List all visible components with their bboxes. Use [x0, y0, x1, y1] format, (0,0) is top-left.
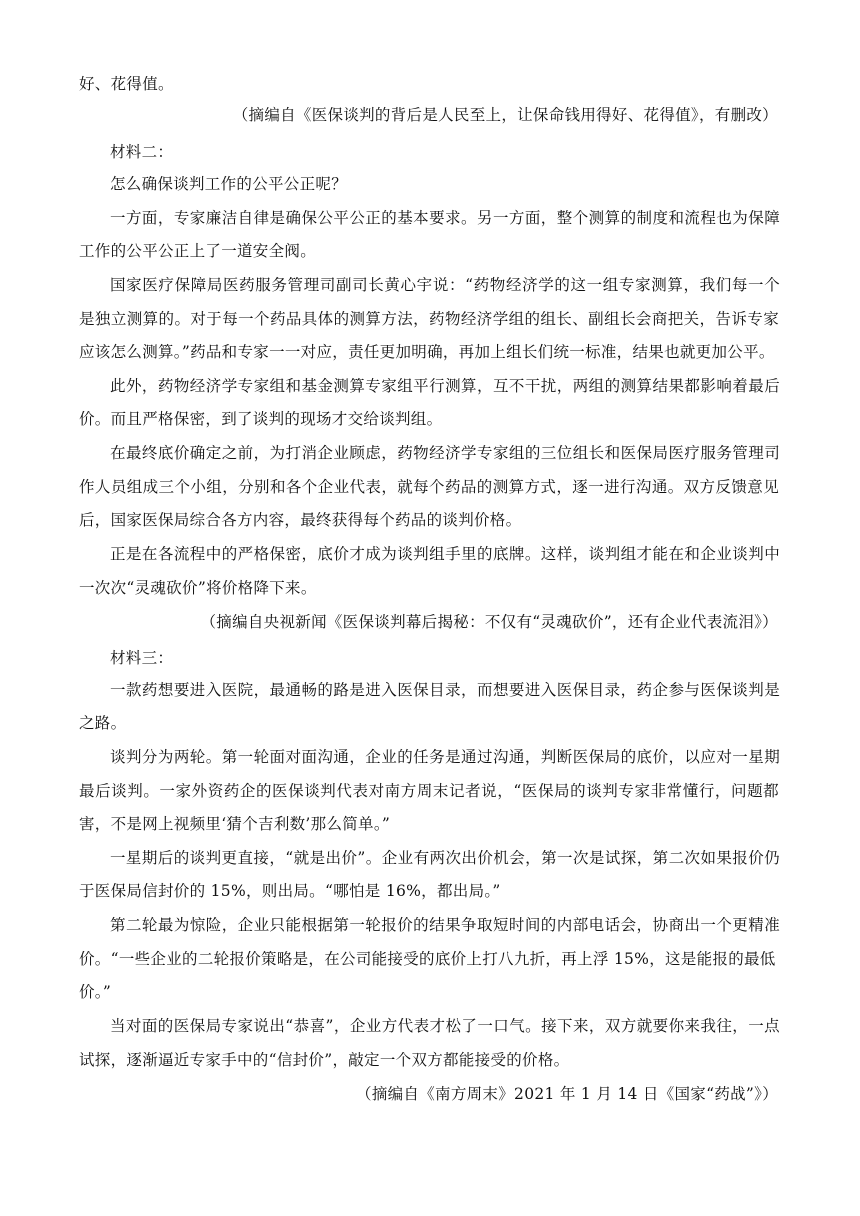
text-line: 价。” [79, 983, 112, 1001]
text-line: 第二轮最为惊险，企业只能根据第一轮报价的结果争取短时间的内部电话会，协商出一个更精准 [110, 916, 780, 934]
text-line: 谈判分为两轮。第一轮面对面沟通，企业的任务是通过沟通，判断医保局的底价，以应对一星期 [110, 748, 780, 766]
text-line: 之路。 [79, 714, 127, 732]
text-line: 当对面的医保局专家说出“恭喜”，企业方代表才松了一口气。接下来，双方就要你来我往，一点 [110, 1017, 780, 1035]
text-line: 价。而且严格保密，到了谈判的现场才交给谈判组。 [79, 410, 443, 428]
text-line: 工作的公平公正上了一道安全阀。 [79, 242, 317, 260]
text-line: 后，国家医保局综合各方内容，最终获得每个药品的谈判价格。 [79, 511, 522, 529]
text-line: 是独立测算的。对于每一个药品具体的测算方法，药物经济学组的组长、副组长会商把关，告诉专家 [79, 310, 779, 328]
text-line: 最后谈判。一家外资药企的医保谈判代表对南方周末记者说，“医保局的谈判专家非常懂行，问题都 [79, 782, 779, 800]
text-line: 一次次“灵魂砍价”将价格降下来。 [79, 579, 317, 597]
source-citation: （摘编自央视新闻《医保谈判幕后揭秘：不仅有“灵魂砍价”，还有企业代表流泪》） [200, 613, 778, 631]
text-line: 试探，逐渐逼近专家手中的“信封价”，敲定一个双方都能接受的价格。 [79, 1051, 570, 1069]
text-line: 好、花得值。 [79, 75, 174, 93]
text-line: 作人员组成三个小组，分别和各个企业代表，就每个药品的测算方式，逐一进行沟通。双方反馈意见 [79, 478, 779, 496]
text-line: 害，不是网上视频里‘猜个吉利数’那么简单。” [79, 815, 391, 833]
section-heading: 材料三： [110, 649, 174, 667]
text-line: 在最终底价确定之前，为打消企业顾虑，药物经济学专家组的三位组长和医保局医疗服务管理司 [110, 444, 780, 462]
text-line: 一款药想要进入医院，最通畅的路是进入医保目录，而想要进入医保目录，药企参与医保谈判是 [110, 681, 780, 699]
text-line: 于医保局信封价的 15%，则出局。“哪怕是 16%，都出局。” [79, 882, 501, 900]
text-line: 应该怎么测算。”药品和专家一一对应，责任更加明确，再加上组长们统一标准，结果也就更加公平。 [79, 343, 775, 361]
text-line: 一星期后的谈判更直接，“就是出价”。企业有两次出价机会，第一次是试探，第二次如果报价仍 [110, 849, 780, 867]
text-line: 价。“一些企业的二轮报价策略是，在公司能接受的底价上打八九折，再上浮 15%，这是能报的最低 [79, 950, 776, 968]
text-line: 怎么确保谈判工作的公平公正呢？ [110, 175, 348, 193]
text-line: 国家医疗保障局医药服务管理司副司长黄心宇说：“药物经济学的这一组专家测算，我们每一个 [110, 276, 780, 294]
section-heading: 材料二： [110, 143, 174, 161]
text-line: 一方面，专家廉洁自律是确保公平公正的基本要求。另一方面，整个测算的制度和流程也为保障 [110, 209, 780, 227]
text-line: 正是在各流程中的严格保密，底价才成为谈判组手里的底牌。这样，谈判组才能在和企业谈判中 [110, 545, 780, 563]
source-citation: （摘编自《医保谈判的背后是人民至上，让保命钱用得好、花得值》，有删改） [232, 106, 778, 124]
text-line: 此外，药物经济学专家组和基金测算专家组平行测算，互不干扰，两组的测算结果都影响着最后 [110, 377, 780, 395]
source-citation: （摘编自《南方周末》2021 年 1 月 14 日《国家“药战”》） [356, 1085, 778, 1103]
